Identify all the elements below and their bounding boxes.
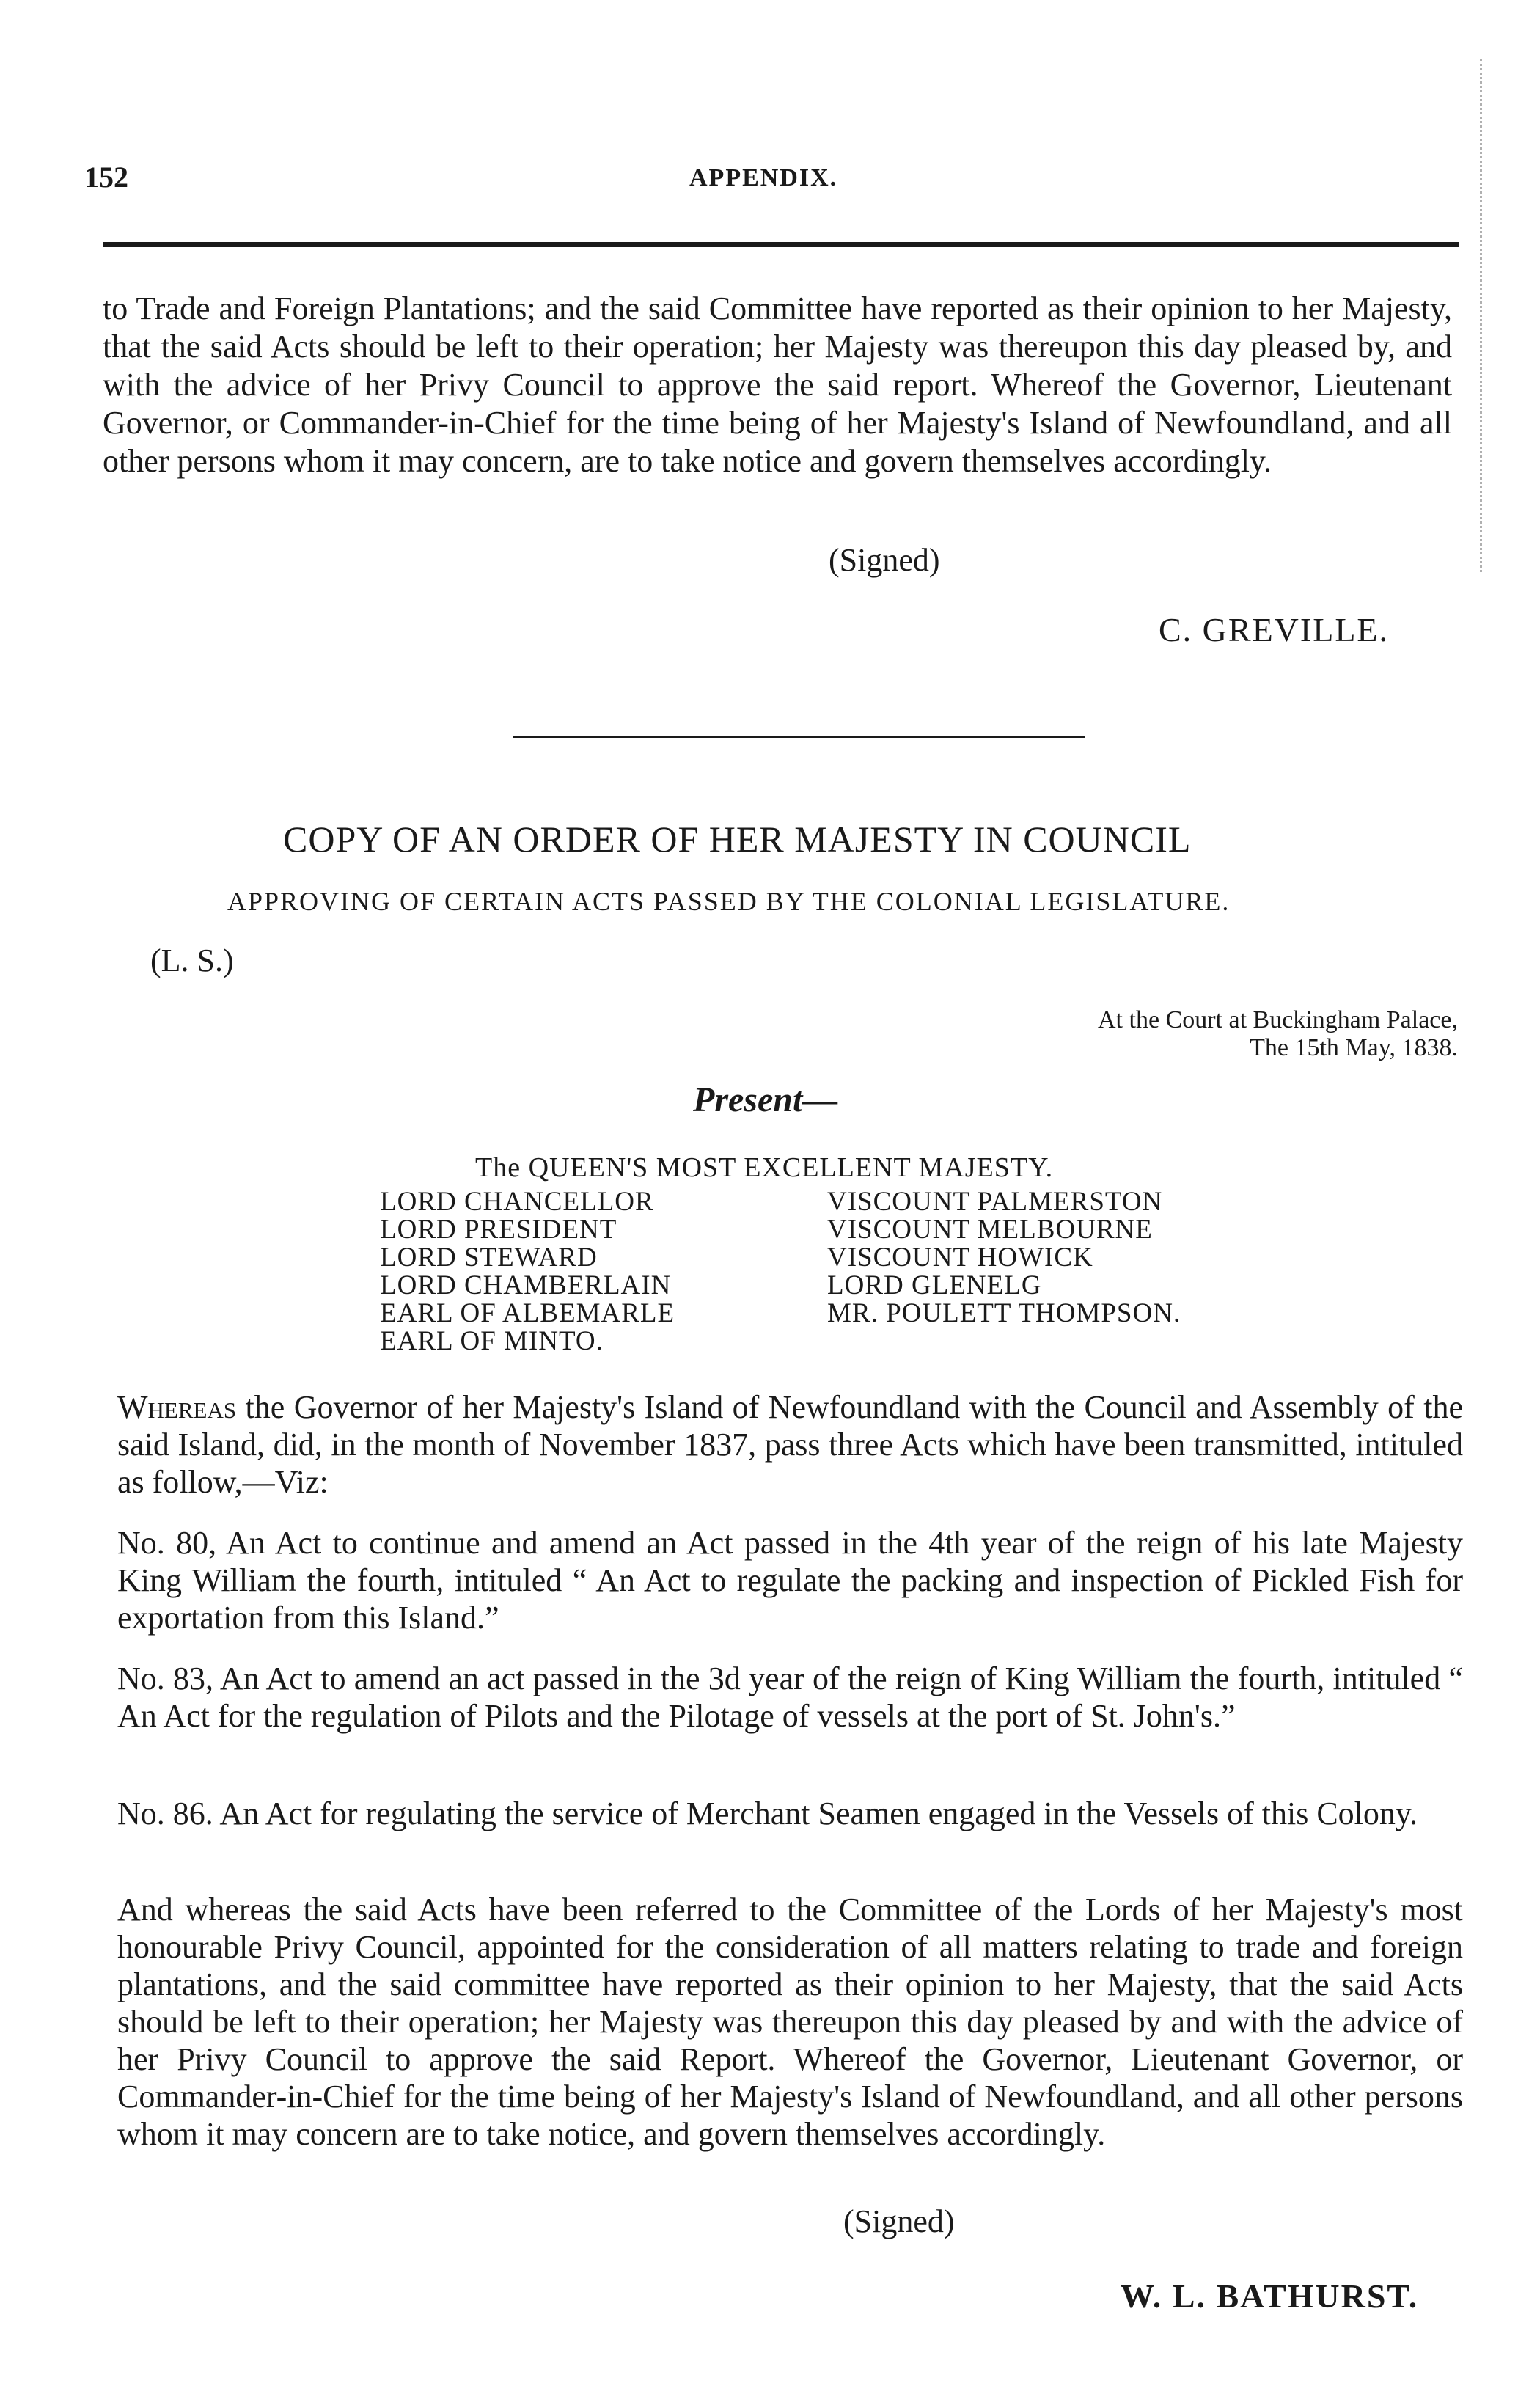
act-no-80: No. 80, An Act to continue and amend an Act passed in the 4th year of the reign of his late Majesty King William the fourth, intituled “ An Act to regulate the packing and inspection of Pickled Fish for exportation from this Island.”	[117, 1525, 1463, 1636]
court-location	[981, 1006, 1458, 1062]
court-date: The 15th May, 1838.	[1250, 1034, 1458, 1061]
signatory-greville: C. GREVILLE.	[1159, 611, 1390, 648]
whereas-text: the Governor of her Majesty's Island of Newfoundland with the Council and Assembly of the said Island, did, in the month of November 1837, pass three Acts which have been transmitted, intituled as follow,—Viz:	[117, 1389, 1463, 1500]
seal-mark: (L. S.)	[150, 942, 234, 978]
order-subtitle: APPROVING OF CERTAIN ACTS PASSED BY THE COLONIAL LEGISLATURE.	[227, 887, 1231, 916]
lord-item: VISCOUNT MELBOURNE	[827, 1215, 1153, 1245]
lord-item: EARL OF ALBEMARLE	[380, 1298, 675, 1328]
lord-item: VISCOUNT HOWICK	[827, 1242, 1093, 1273]
act-no-86: No. 86. An Act for regulating the service of Merchant Seamen engaged in the Vessels of this Colony.	[117, 1795, 1418, 1831]
lord-item: VISCOUNT PALMERSTON	[827, 1187, 1163, 1217]
and-whereas-paragraph: And whereas the said Acts have been referred to the Committee of the Lords of her Majesty's most honourable Privy Council, appointed for the consideration of all matters relating to trade and foreign plantations, and the said committee have reported as their opinion to her Majesty, that the said Acts should be left to their operation; her Majesty was thereupon this day pleased by and with the advice of her Privy Council to approve the said Report. Whereof the Governor, Lieutenant Governor, or Commander-in-Chief for the time being of her Majesty's Island of Newfoundland, and all other persons whom it may concern are to take notice, and govern themselves accordingly.	[117, 1892, 1463, 2152]
lords-list-right	[827, 1188, 1181, 1328]
court-line-1: At the Court at Buckingham Palace,	[1098, 1006, 1458, 1033]
present-heading: Present—	[693, 1080, 838, 1119]
lord-item: LORD CHANCELLOR	[380, 1187, 654, 1217]
act-no-83: No. 83, An Act to amend an act passed in the 3d year of the reign of King William the fourth, intituled “ An Act for the regulation of Pilots and the Pilotage of vessels at the port of St. John's.”	[117, 1661, 1463, 1734]
signed-label-1: (Signed)	[829, 542, 940, 578]
lord-item: LORD STEWARD	[380, 1242, 598, 1273]
page-number: 152	[84, 161, 128, 194]
signatory-bathurst: W. L. BATHURST.	[1121, 2277, 1419, 2315]
lord-item: MR. POULETT THOMPSON.	[827, 1298, 1181, 1328]
order-title: COPY OF AN ORDER OF HER MAJESTY IN COUNCIL	[283, 819, 1192, 860]
queen-line: The QUEEN'S MOST EXCELLENT MAJESTY.	[475, 1152, 1054, 1183]
whereas-lead: Whereas	[117, 1389, 237, 1425]
continuation-paragraph: to Trade and Foreign Plantations; and the said Committee have reported as their opinion to her Majesty, that the said Acts should be left to their operation; her Majesty was thereupon this day pleased by, and with the advice of her Privy Council to approve the said report. Whereof the Governor, Lieutenant Governor, or Commander-in-Chief for the time being of her Majesty's Island of Newfoundland, and all other persons whom it may concern, are to take notice and govern themselves accordingly.	[103, 290, 1452, 479]
lord-item: LORD GLENELG	[827, 1270, 1042, 1300]
margin-dotted-line	[1480, 59, 1482, 572]
lord-item: LORD PRESIDENT	[380, 1215, 617, 1245]
lord-item: EARL OF MINTO.	[380, 1326, 604, 1356]
lords-list-left	[380, 1188, 675, 1355]
lord-item: LORD CHAMBERLAIN	[380, 1270, 672, 1300]
running-title: APPENDIX.	[689, 164, 838, 191]
whereas-paragraph	[117, 1388, 1463, 1501]
section-divider	[513, 736, 1085, 738]
signed-label-2: (Signed)	[843, 2203, 955, 2239]
header-rule	[103, 242, 1459, 247]
